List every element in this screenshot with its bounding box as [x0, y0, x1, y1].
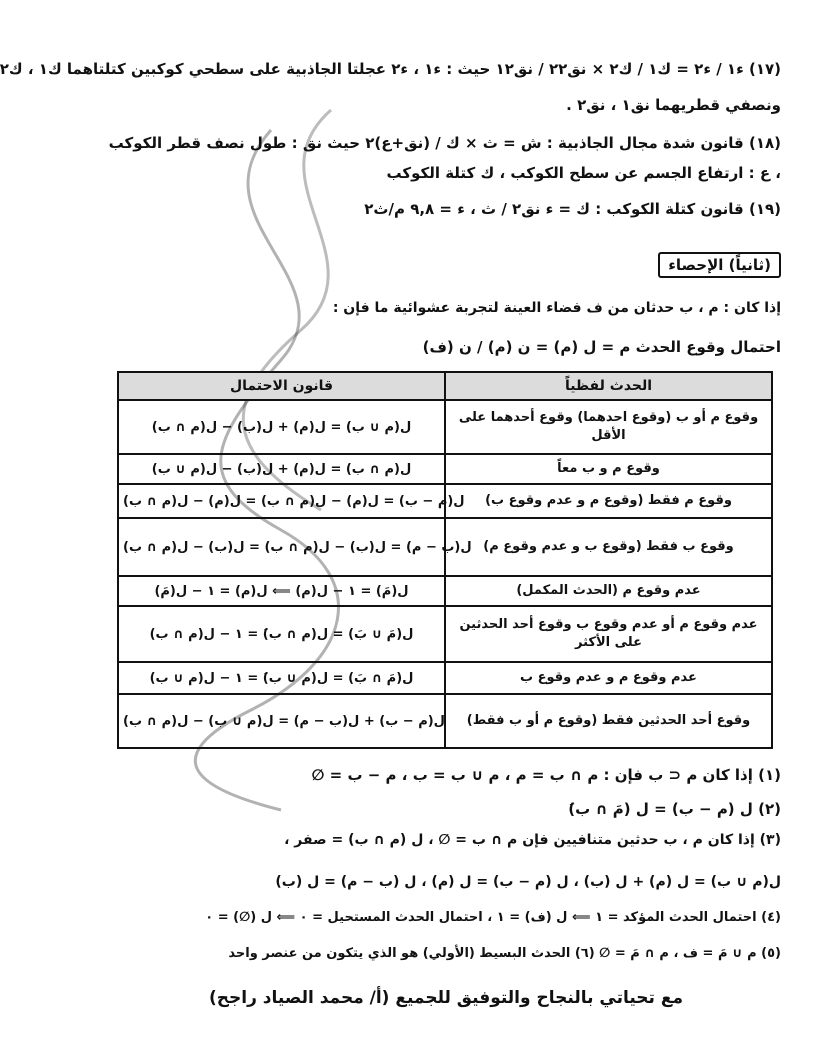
law-17: (١٧) ء١ / ء٢ = ك١ / ك٢ × نق٢٢ / نق١٢ حيث : ء١ ، ء٢ عجلتا الجاذبية على سطحي كوكبين كتلتاهما ك١ ، ك٢: [0, 60, 781, 78]
note-3: (٣) إذا كان م ، ب حدثين متنافيين فإن م ∩ ب = ∅ ، ل (م ∩ ب) = صفر ،: [284, 832, 781, 848]
section-heading: [111, 252, 781, 278]
note-3-formulas: ل(م ∪ ب) = ل (م) + ل (ب) ، ل (م − ب) = ل (م) ، ل (ب − م) = ل (ب): [275, 874, 781, 890]
table-row: [118, 454, 772, 484]
table-row: [118, 606, 772, 662]
signature: مع تحياتي بالنجاح والتوفيق للجميع (أ/ محمد الصياد راجح): [209, 988, 683, 1008]
event-cell: عدم وقوع م (الحدث المكمل): [445, 576, 772, 606]
law-cell: ل(م ∩ ب) = ل(م) + ل(ب) − ل(م ∪ ب): [118, 454, 445, 484]
event-cell: وقوع م فقط (وقوع م و عدم وقوع ب): [445, 484, 772, 518]
note-1: (١) إذا كان م ⊂ ب فإن : م ∩ ب = م ، م ∪ ب = ب ، م − ب = ∅: [311, 766, 781, 784]
note-4: (٤) احتمال الحدث المؤكد = ١ ⟸ ل (ف) = ١ ، احتمال الحدث المستحيل = ٠ ⟸ ل (∅) = ٠: [205, 910, 781, 925]
table-row: [118, 662, 772, 694]
law-18: (١٨) قانون شدة مجال الجاذبية : ش = ث × ك / (نق+ع)٢ حيث نق : طول نصف قطر الكوكب: [108, 134, 781, 152]
note-5-6: (٥) م ∪ مَ = ف ، م ∩ مَ = ∅ (٦) الحدث البسيط (الأولي) هو الذي يتكون من عنصر واحد: [228, 946, 781, 961]
probability-table: [117, 371, 773, 749]
event-cell: وقوع أحد الحدثين فقط (وقوع م أو ب فقط): [445, 694, 772, 748]
section-title: (ثانياً) الإحصاء: [658, 252, 781, 278]
event-cell: وقوع م و ب معاً: [445, 454, 772, 484]
event-cell: عدم وقوع م أو عدم وقوع ب وقوع أحد الحدثين على الأكثر: [445, 606, 772, 662]
table-row: [118, 518, 772, 576]
table-row: [118, 694, 772, 748]
note-2: (٢) ل (م − ب) = ل (مَ ∩ ب)َ: [568, 800, 781, 818]
table-row: [118, 576, 772, 606]
table-header-row: [118, 372, 772, 400]
event-cell: عدم وقوع م و عدم وقوع ب: [445, 662, 772, 694]
law-cell: ل(م ∪ ب) = ل(م) + ل(ب) − ل(م ∩ ب): [118, 400, 445, 454]
event-cell: وقوع ب فقط (وقوع ب و عدم وقوع م): [445, 518, 772, 576]
law-cell: ل(مَ ∪ بَ) = ل(م ∩ ب)َ = ١ − ل(م ∩ ب): [118, 606, 445, 662]
law-cell: ل(م − ب) + ل(ب − م) = ل(م ∪ ب) − ل(م ∩ ب): [118, 694, 445, 748]
event-cell: وقوع م أو ب (وقوع احدهما) وقوع أحدهما على الأقل: [445, 400, 772, 454]
law-cell: ل(م − ب) = ل(م) − ل(م ∩ ب) = ل(م) − ل(م ∩ ب): [118, 484, 445, 518]
law-cell: ل(مَ ∩ بَ) = ل(م ∪ ب)َ = ١ − ل(م ∪ ب): [118, 662, 445, 694]
law-17-desc: ونصفي قطريهما نق١ ، نق٢ .: [566, 96, 781, 114]
intro-text: إذا كان : م ، ب حدثان من ف فضاء العينة لتجربة عشوائية ما فإن :: [332, 300, 781, 316]
table-row: [118, 400, 772, 454]
table-row: [118, 484, 772, 518]
header-event: الحدث لفظياً: [445, 372, 772, 400]
header-law: قانون الاحتمال: [118, 372, 445, 400]
probability-definition: احتمال وقوع الحدث م = ل (م) = ن (م) / ن (ف): [422, 338, 781, 356]
law-18-desc: ، ع : ارتفاع الجسم عن سطح الكوكب ، ك كتلة الكوكب: [386, 164, 781, 182]
law-19: (١٩) قانون كتلة الكوكب : ك = ء نق٢ / ث ، ء = ٩,٨ م/ث٢: [364, 200, 781, 218]
law-cell: ل(ب − م) = ل(ب) − ل(م ∩ ب) = ل(ب) − ل(م ∩ ب): [118, 518, 445, 576]
law-cell: ل(مَ) = ١ − ل(م) ⟸ ل(م) = ١ − ل(مَ): [118, 576, 445, 606]
